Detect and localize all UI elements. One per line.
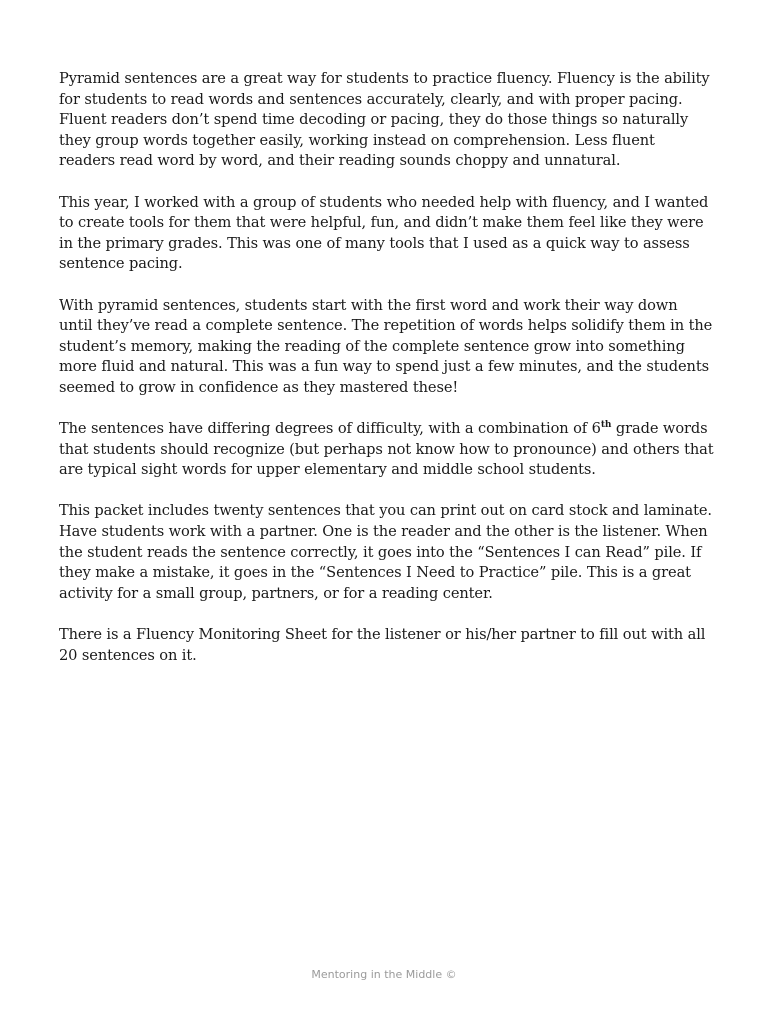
paragraph-packet: This packet includes twenty sentences that you can print out on card stock and laminate. Have students work with a partner. One is the reader and the other is the listener. When the student reads the sentence correctly, it goes into the “Sentences I can Read” pile. If they make a mistake, it goes in the “Sentences I Need to Practice” pile. This is a great activity for a small group, partners, or for a reading center.: [59, 502, 712, 602]
page-footer: Mentoring in the Middle ©: [311, 968, 457, 981]
paragraph-intro: Pyramid sentences are a great way for students to practice fluency. Fluency is the ability for students to read words and sentences accurately, clearly, and with proper pacing. Fluent readers don’t spend time decoding or pacing, they do those things so naturally they group words together easily, working instead on comprehension. Less fluent readers read word by word, and their reading sounds choppy and unnatural.: [59, 70, 710, 170]
paragraph-difficulty: [59, 419, 715, 481]
grade-superscript: th: [600, 420, 612, 431]
paragraph-pyramid: With pyramid sentences, students start with the first word and work their way down until they’ve read a complete sentence. The repetition of words helps solidify them in the student’s memory, making the reading of the complete sentence grow into something more fluid and natural. This was a fun way to spend just a few minutes, and the students seemed to grow in confidence as they mastered these!: [59, 296, 713, 396]
paragraph-monitoring-sheet: There is a Fluency Monitoring Sheet for the listener or his/her partner to fill out with all 20 sentences on it.: [59, 626, 706, 664]
paragraph-this-year: This year, I worked with a group of students who needed help with fluency, and I wanted to create tools for them that were helpful, fun, and didn’t make them feel like they were in the primary grades. This was one of many tools that I used as a quick way to assess sentence pacing.: [59, 193, 709, 273]
paragraph-difficulty-after: grade words that students should recognize (but perhaps not know how to pronounce) and others that are typical sight words for upper elementary and middle school students.: [59, 420, 714, 479]
document-body: [59, 69, 715, 687]
paragraph-difficulty-before: The sentences have differing degrees of difficulty, with a combination of 6: [59, 420, 601, 438]
